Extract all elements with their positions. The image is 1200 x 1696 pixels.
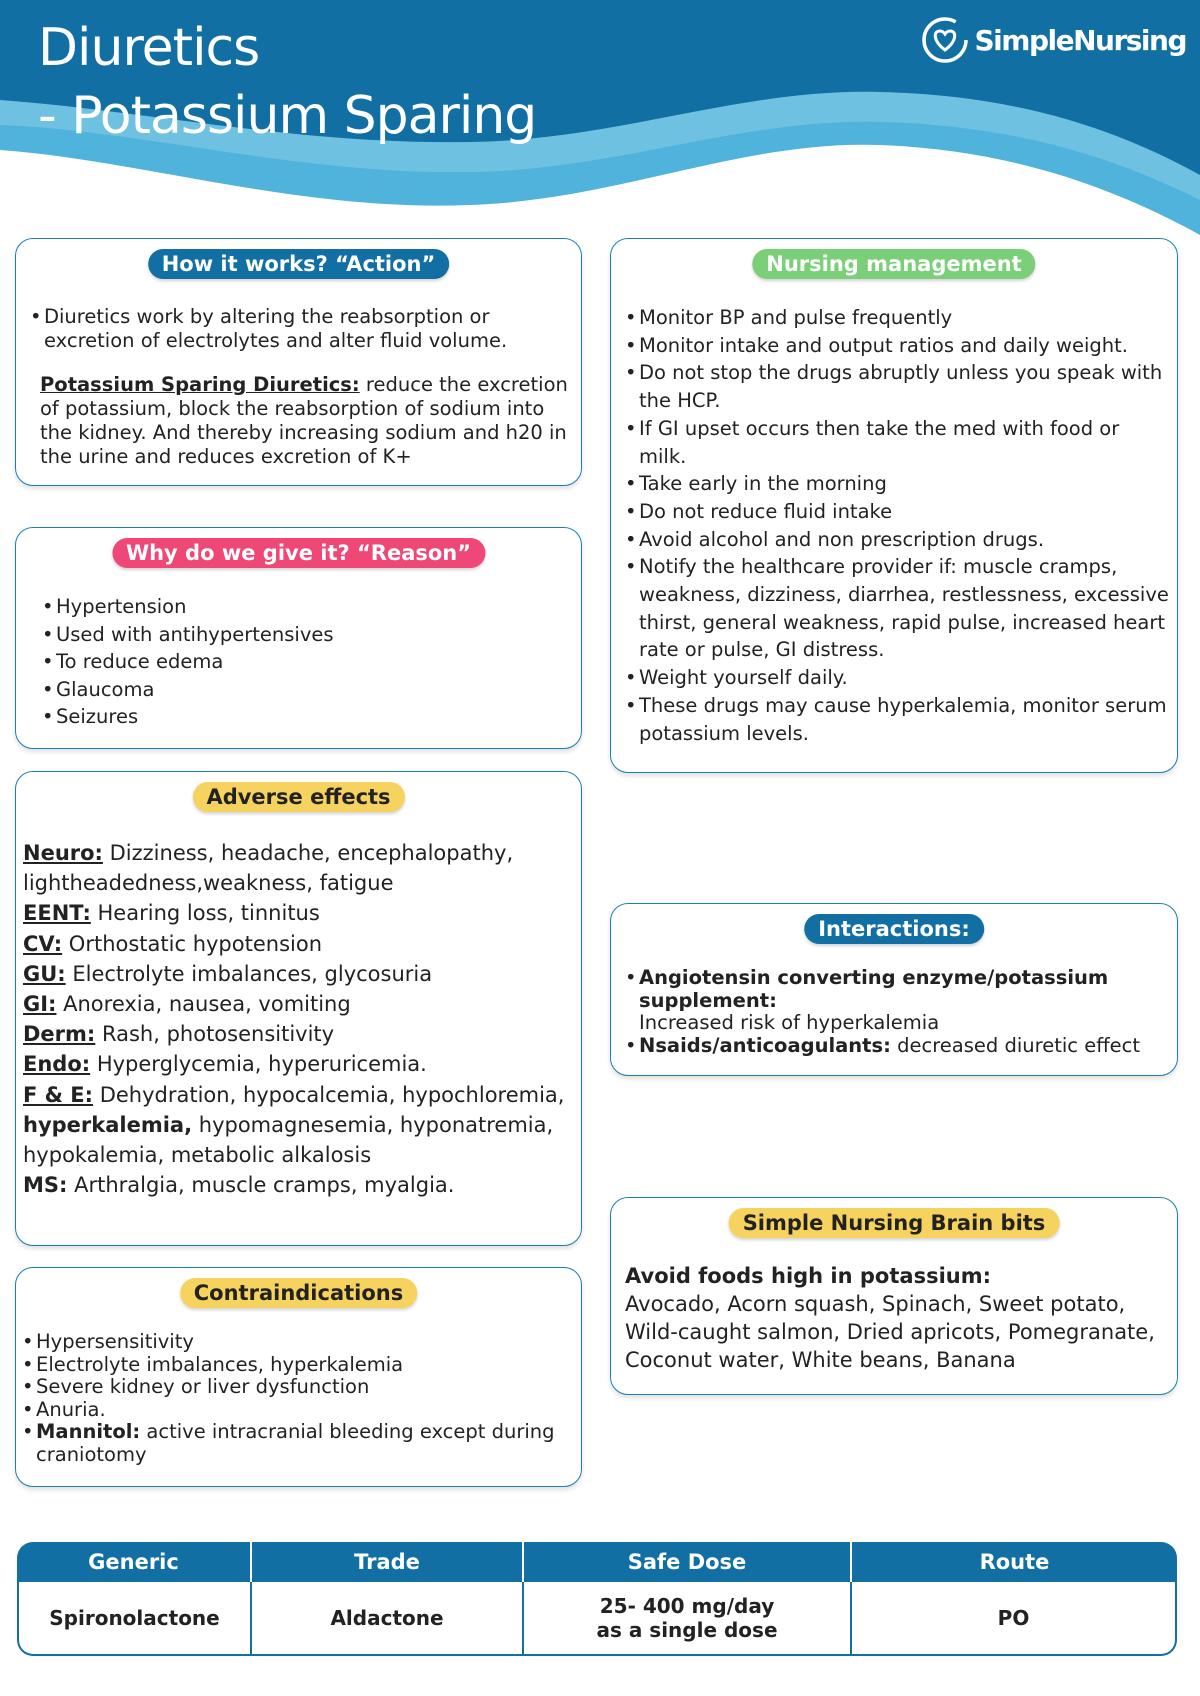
action-term-text: reduce the excretion of potassium, block the reabsorption of sodium into the kidney. And thereby increasing sodium and h20 in the urine and reduces excretion of K+ [40, 373, 568, 468]
adverse-item-ms: MS: Arthralgia, muscle cramps, myalgia. [23, 1173, 455, 1198]
nursing-item: • Notify the healthcare provider if: muscle cramps, weakness, dizziness, diarrhea, restlessness, excessive thirst, general weakness, rapid pulse, increased heart rate or pulse, GI distress. [625, 553, 1170, 664]
page-title-line2: - Potassium Sparing [38, 86, 537, 146]
cell-trade: Aldactone [252, 1582, 524, 1656]
reason-item: • Used with antihypertensives [42, 621, 562, 649]
nursing-item: • These drugs may cause hyperkalemia, monitor serum potassium levels. [625, 692, 1170, 747]
nursing-item: • Do not stop the drugs abruptly unless you speak with the HCP. [625, 359, 1170, 414]
nursing-card [610, 238, 1178, 773]
adverse-item-gi: GI: Anorexia, nausea, vomiting [23, 992, 351, 1017]
contra-item: • Anuria. [22, 1399, 572, 1422]
reason-heading: Why do we give it? “Reason” [112, 538, 485, 568]
contra-card [15, 1267, 582, 1487]
interaction-item-ace: • Angiotensin converting enzyme/potassium supplement: Increased risk of hyperkalemia [625, 967, 1170, 1035]
adverse-item-neuro: Neuro: Dizziness, headache, encephalopathy, lightheadedness,weakness, fatigue [23, 841, 514, 896]
adverse-card [15, 771, 582, 1246]
adverse-item-fe: F & E: Dehydration, hypocalcemia, hypochloremia, hyperkalemia, hypomagnesemia, hyponatremia, hypokalemia, metabolic alkalosis [23, 1082, 565, 1168]
brainbits-subheading: Avoid foods high in potassium: [625, 1264, 991, 1288]
adverse-item-eent: EENT: Hearing loss, tinnitus [23, 901, 320, 926]
col-header-generic: Generic [17, 1542, 252, 1582]
nursing-item: • Monitor intake and output ratios and daily weight. [625, 332, 1170, 360]
contra-item: • Hypersensitivity [22, 1331, 572, 1354]
action-term: Potassium Sparing Diuretics: [40, 373, 360, 396]
brainbits-text: Avocado, Acorn squash, Spinach, Sweet potato, Wild-caught salmon, Dried apricots, Pomegranate, Coconut water, White beans, Banana [625, 1292, 1155, 1372]
adverse-item-derm: Derm: Rash, photosensitivity [23, 1022, 335, 1047]
interactions-heading: Interactions: [804, 914, 984, 944]
nursing-item: • Take early in the morning [625, 470, 1170, 498]
nursing-item: • Do not reduce fluid intake [625, 498, 1170, 526]
reason-item: • Glaucoma [42, 676, 562, 704]
adverse-item-cv: CV: Orthostatic hypotension [23, 931, 322, 956]
nursing-heading: Nursing management [752, 249, 1035, 279]
reason-item: • To reduce edema [42, 648, 562, 676]
drug-table [17, 1542, 1177, 1656]
cell-route: PO [852, 1582, 1177, 1656]
nursing-item: • If GI upset occurs then take the med with food or milk. [625, 415, 1170, 470]
col-header-trade: Trade [252, 1542, 524, 1582]
interactions-card [610, 903, 1178, 1076]
cell-safe-dose: 25- 400 mg/day as a single dose [524, 1582, 852, 1656]
interaction-item-nsaids: • Nsaids/anticoagulants: decreased diuretic effect [625, 1035, 1170, 1058]
contra-item: • Electrolyte imbalances, hyperkalemia [22, 1354, 572, 1377]
reason-item: • Seizures [42, 703, 562, 731]
contra-item-mannitol: • Mannitol: active intracranial bleeding except during craniotomy [22, 1421, 572, 1466]
adverse-item-gu: GU: Electrolyte imbalances, glycosuria [23, 961, 433, 986]
contra-item: • Severe kidney or liver dysfunction [22, 1376, 572, 1399]
action-bullet: • Diuretics work by altering the reabsorption or excretion of electrolytes and alter fluid volume. [30, 305, 575, 353]
adverse-item-endo: Endo: Hyperglycemia, hyperuricemia. [23, 1052, 427, 1077]
table-row [17, 1582, 1177, 1656]
cell-generic: Spironolactone [17, 1582, 252, 1656]
action-card [15, 238, 582, 486]
adverse-heading: Adverse effects [192, 782, 404, 812]
brand-name: SimpleNursing [974, 23, 1186, 57]
reason-item: • Hypertension [42, 593, 562, 621]
action-heading: How it works? “Action” [148, 249, 450, 279]
reason-card [15, 527, 582, 749]
brainbits-heading: Simple Nursing Brain bits [729, 1208, 1060, 1238]
action-term-paragraph [30, 373, 575, 469]
nursing-item: • Avoid alcohol and non prescription drugs. [625, 526, 1170, 554]
heart-stethoscope-icon [919, 14, 971, 66]
table-header-row [17, 1542, 1177, 1582]
nursing-item: • Weight yourself daily. [625, 664, 1170, 692]
col-header-safe-dose: Safe Dose [524, 1542, 852, 1582]
page-title-line1: Diuretics [38, 18, 260, 78]
nursing-item: • Monitor BP and pulse frequently [625, 304, 1170, 332]
brainbits-card [610, 1197, 1178, 1395]
col-header-route: Route [852, 1542, 1177, 1582]
brand-logo [919, 14, 1187, 66]
contra-heading: Contraindications [180, 1278, 417, 1308]
